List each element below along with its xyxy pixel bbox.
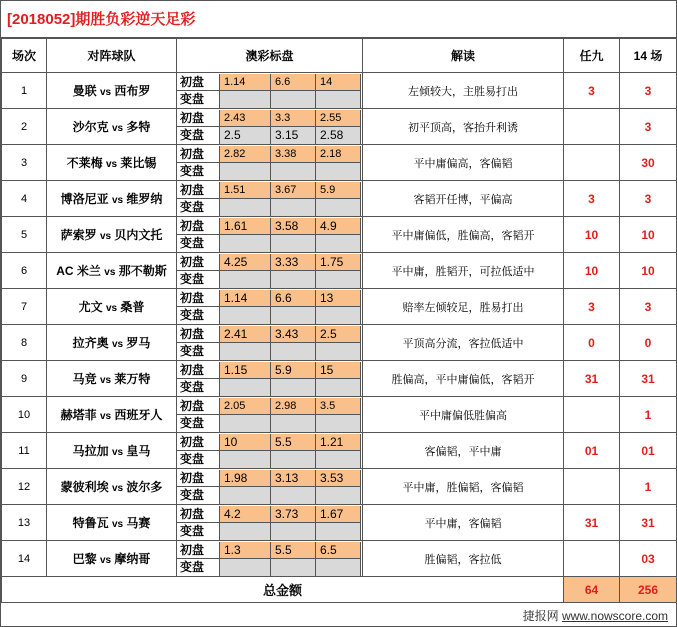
change-odds-2: [316, 271, 361, 288]
home-team: 巴黎: [72, 552, 97, 566]
match-teams: [47, 541, 177, 577]
page-title: [2018052]期胜负彩逆天足彩: [1, 1, 676, 38]
away-team: 皇马: [126, 444, 151, 458]
match-idx: 11: [2, 433, 47, 469]
change-odds-1: [271, 307, 316, 324]
change-odds-1: [271, 523, 316, 540]
vs-label: vs: [99, 555, 112, 566]
pick-r14: 31: [620, 361, 677, 397]
change-odds-0: [220, 343, 271, 360]
home-team: 蒙彼利埃: [60, 480, 109, 494]
match-teams: [47, 505, 177, 541]
home-team: AC 米兰: [56, 264, 101, 278]
init-label: 初盘: [177, 74, 220, 91]
match-row: [2, 325, 677, 361]
vs-label: vs: [111, 339, 124, 350]
match-table: [1, 38, 677, 603]
pick-r9: 01: [564, 433, 620, 469]
match-teams: [47, 145, 177, 181]
odds-cell: [177, 469, 363, 505]
change-label: 变盘: [177, 523, 220, 540]
change-odds-0: [220, 415, 271, 432]
total-r14: 256: [620, 577, 677, 603]
odds-cell: [177, 541, 363, 577]
match-comment: 左倾较大，主胜易打出: [363, 73, 564, 109]
pick-r9: 31: [564, 361, 620, 397]
init-odds-0: 1.51: [220, 182, 271, 199]
pick-r9: [564, 469, 620, 505]
change-label: 变盘: [177, 91, 220, 108]
vs-label: vs: [105, 159, 118, 170]
change-odds-1: [271, 235, 316, 252]
match-body: [2, 73, 677, 577]
match-comment: 胜偏高，平中庸偏低，客韬开: [363, 361, 564, 397]
init-odds-2: 15: [316, 362, 361, 379]
match-idx: 9: [2, 361, 47, 397]
change-odds-1: [271, 487, 316, 504]
match-row: [2, 181, 677, 217]
init-odds-0: 2.82: [220, 146, 271, 163]
pick-r14: 10: [620, 217, 677, 253]
odds-cell: [177, 361, 363, 397]
change-odds-1: [271, 379, 316, 396]
match-teams: [47, 181, 177, 217]
init-odds-2: 4.9: [316, 218, 361, 235]
change-odds-1: [271, 91, 316, 108]
init-label: 初盘: [177, 326, 220, 343]
match-idx: 8: [2, 325, 47, 361]
header-comment: 解读: [363, 39, 564, 73]
change-label: 变盘: [177, 127, 220, 144]
match-teams: [47, 253, 177, 289]
init-odds-1: 3.58: [271, 218, 316, 235]
change-odds-0: [220, 91, 271, 108]
change-odds-2: [316, 199, 361, 216]
change-odds-2: [316, 235, 361, 252]
vs-label: vs: [104, 267, 116, 278]
change-odds-0: [220, 271, 271, 288]
change-odds-0: [220, 559, 271, 576]
home-team: 尤文: [78, 300, 103, 314]
match-idx: 2: [2, 109, 47, 145]
vs-label: vs: [111, 195, 124, 206]
change-label: 变盘: [177, 271, 220, 288]
change-label: 变盘: [177, 307, 220, 324]
pick-r14: 31: [620, 505, 677, 541]
change-odds-2: [316, 307, 361, 324]
change-label: 变盘: [177, 379, 220, 396]
init-odds-0: 1.14: [220, 74, 271, 91]
change-odds-0: [220, 307, 271, 324]
change-odds-2: [316, 163, 361, 180]
init-odds-1: 6.6: [271, 74, 316, 91]
change-odds-1: 3.15: [271, 127, 316, 144]
header-teams: 对阵球队: [47, 39, 177, 73]
pick-r9: 10: [564, 217, 620, 253]
change-odds-0: [220, 235, 271, 252]
pick-r9: 3: [564, 289, 620, 325]
init-odds-0: 1.14: [220, 290, 271, 307]
match-comment: 平中庸，胜韬开，可拉低适中: [363, 253, 564, 289]
match-row: [2, 145, 677, 181]
pick-r14: 0: [620, 325, 677, 361]
odds-cell: [177, 73, 363, 109]
away-team: 波尔多: [126, 480, 163, 494]
change-odds-2: [316, 451, 361, 468]
pick-r9: 0: [564, 325, 620, 361]
init-odds-0: 1.98: [220, 470, 271, 487]
change-odds-1: [271, 163, 316, 180]
away-team: 桑普: [120, 300, 145, 314]
home-team: 马拉加: [72, 444, 109, 458]
match-comment: 平顶高分流，客拉低适中: [363, 325, 564, 361]
init-odds-1: 3.43: [271, 326, 316, 343]
change-label: 变盘: [177, 163, 220, 180]
init-odds-0: 2.05: [220, 398, 271, 415]
pick-r14: 01: [620, 433, 677, 469]
vs-label: vs: [111, 123, 124, 134]
match-teams: [47, 109, 177, 145]
init-label: 初盘: [177, 542, 220, 559]
pick-r14: 3: [620, 73, 677, 109]
match-row: [2, 109, 677, 145]
pick-r9: 31: [564, 505, 620, 541]
home-team: 沙尔克: [72, 120, 109, 134]
change-odds-2: [316, 559, 361, 576]
change-odds-0: [220, 163, 271, 180]
change-label: 变盘: [177, 235, 220, 252]
match-idx: 7: [2, 289, 47, 325]
change-label: 变盘: [177, 199, 220, 216]
change-odds-2: [316, 487, 361, 504]
match-comment: 平中庸偏低胜偏高: [363, 397, 564, 433]
pick-r9: [564, 541, 620, 577]
match-idx: 10: [2, 397, 47, 433]
change-odds-1: [271, 343, 316, 360]
init-odds-2: 5.9: [316, 182, 361, 199]
odds-cell: [177, 253, 363, 289]
init-odds-1: 3.73: [271, 506, 316, 523]
init-odds-2: 2.18: [316, 146, 361, 163]
init-odds-0: 1.3: [220, 542, 271, 559]
match-idx: 14: [2, 541, 47, 577]
away-team: 西班牙人: [114, 408, 163, 422]
init-odds-1: 3.3: [271, 110, 316, 127]
init-odds-0: 2.41: [220, 326, 271, 343]
init-odds-2: 2.5: [316, 326, 361, 343]
odds-cell: [177, 145, 363, 181]
vs-label: vs: [111, 447, 124, 458]
match-row: [2, 217, 677, 253]
vs-label: vs: [99, 411, 112, 422]
vs-label: vs: [99, 375, 112, 386]
pick-r14: 3: [620, 181, 677, 217]
change-odds-1: [271, 559, 316, 576]
change-odds-1: [271, 451, 316, 468]
footer-prefix: 捷报网: [522, 609, 559, 623]
change-label: 变盘: [177, 343, 220, 360]
match-teams: [47, 73, 177, 109]
match-teams: [47, 361, 177, 397]
home-team: 曼联: [72, 84, 97, 98]
header-r9: 任九: [564, 39, 620, 73]
home-team: 不莱梅: [66, 156, 103, 170]
match-row: [2, 289, 677, 325]
away-team: 莱比锡: [120, 156, 157, 170]
pick-r14: 03: [620, 541, 677, 577]
change-odds-0: [220, 199, 271, 216]
init-label: 初盘: [177, 254, 220, 271]
match-comment: 平中庸偏低，胜偏高，客韬开: [363, 217, 564, 253]
init-odds-2: 1.67: [316, 506, 361, 523]
init-odds-2: 1.75: [316, 254, 361, 271]
vs-label: vs: [111, 519, 124, 530]
change-odds-2: 2.58: [316, 127, 361, 144]
away-team: 贝内文托: [114, 228, 163, 242]
init-odds-0: 1.15: [220, 362, 271, 379]
match-idx: 1: [2, 73, 47, 109]
change-odds-2: [316, 415, 361, 432]
change-odds-2: [316, 91, 361, 108]
init-label: 初盘: [177, 398, 220, 415]
change-odds-1: [271, 199, 316, 216]
match-teams: [47, 469, 177, 505]
init-label: 初盘: [177, 506, 220, 523]
init-odds-1: 6.6: [271, 290, 316, 307]
match-row: [2, 361, 677, 397]
header-r14: 14 场: [620, 39, 677, 73]
init-label: 初盘: [177, 182, 220, 199]
odds-cell: [177, 109, 363, 145]
away-team: 那不勒斯: [118, 264, 167, 278]
init-odds-1: 3.67: [271, 182, 316, 199]
init-odds-1: 5.5: [271, 542, 316, 559]
match-row: [2, 469, 677, 505]
pick-r9: [564, 397, 620, 433]
init-odds-1: 5.9: [271, 362, 316, 379]
match-comment: 客偏韬，平中庸: [363, 433, 564, 469]
match-row: [2, 397, 677, 433]
init-odds-1: 3.38: [271, 146, 316, 163]
match-comment: 赔率左倾较足，胜易打出: [363, 289, 564, 325]
match-teams: [47, 289, 177, 325]
odds-cell: [177, 397, 363, 433]
odds-cell: [177, 325, 363, 361]
init-odds-2: 3.5: [316, 398, 361, 415]
init-odds-0: 2.43: [220, 110, 271, 127]
pick-r14: 1: [620, 469, 677, 505]
home-team: 拉齐奥: [72, 336, 109, 350]
change-label: 变盘: [177, 487, 220, 504]
init-label: 初盘: [177, 110, 220, 127]
change-odds-1: [271, 415, 316, 432]
init-odds-2: 1.21: [316, 434, 361, 451]
init-odds-0: 4.25: [220, 254, 271, 271]
header-row: [2, 39, 677, 73]
change-odds-0: 2.5: [220, 127, 271, 144]
away-team: 罗马: [126, 336, 151, 350]
home-team: 马竞: [72, 372, 97, 386]
match-teams: [47, 217, 177, 253]
change-odds-2: [316, 523, 361, 540]
away-team: 摩纳哥: [114, 552, 151, 566]
odds-cell: [177, 289, 363, 325]
change-odds-2: [316, 343, 361, 360]
init-odds-0: 4.2: [220, 506, 271, 523]
init-label: 初盘: [177, 290, 220, 307]
init-label: 初盘: [177, 362, 220, 379]
init-label: 初盘: [177, 146, 220, 163]
init-label: 初盘: [177, 218, 220, 235]
pick-r14: 30: [620, 145, 677, 181]
init-odds-2: 13: [316, 290, 361, 307]
footer-url[interactable]: www.nowscore.com: [561, 609, 668, 623]
away-team: 西布罗: [114, 84, 151, 98]
change-odds-2: [316, 379, 361, 396]
init-odds-0: 10: [220, 434, 271, 451]
init-label: 初盘: [177, 434, 220, 451]
init-odds-2: 2.55: [316, 110, 361, 127]
change-odds-0: [220, 487, 271, 504]
match-idx: 3: [2, 145, 47, 181]
match-comment: 胜偏韬，客拉低: [363, 541, 564, 577]
match-comment: 客韬开任博，平偏高: [363, 181, 564, 217]
home-team: 赫塔菲: [60, 408, 97, 422]
pick-r9: 3: [564, 73, 620, 109]
away-team: 马赛: [126, 516, 151, 530]
change-label: 变盘: [177, 559, 220, 576]
match-idx: 4: [2, 181, 47, 217]
match-comment: 初平顶高，客抬升利诱: [363, 109, 564, 145]
change-odds-1: [271, 271, 316, 288]
footer-credit: [523, 607, 668, 624]
match-idx: 6: [2, 253, 47, 289]
total-r9: 64: [564, 577, 620, 603]
init-odds-1: 3.33: [271, 254, 316, 271]
match-comment: 平中庸，客偏韬: [363, 505, 564, 541]
odds-cell: [177, 181, 363, 217]
odds-cell: [177, 217, 363, 253]
total-label: 总金额: [2, 577, 564, 603]
total-row: [2, 577, 677, 603]
pick-r9: [564, 109, 620, 145]
match-teams: [47, 325, 177, 361]
match-idx: 5: [2, 217, 47, 253]
change-label: 变盘: [177, 415, 220, 432]
change-odds-0: [220, 451, 271, 468]
header-idx: 场次: [2, 39, 47, 73]
match-teams: [47, 397, 177, 433]
match-row: [2, 73, 677, 109]
home-team: 特鲁瓦: [72, 516, 109, 530]
match-row: [2, 541, 677, 577]
match-comment: 平中庸偏高，客偏韬: [363, 145, 564, 181]
init-odds-1: 2.98: [271, 398, 316, 415]
pick-r14: 1: [620, 397, 677, 433]
match-row: [2, 253, 677, 289]
match-idx: 13: [2, 505, 47, 541]
init-odds-2: 3.53: [316, 470, 361, 487]
init-odds-1: 3.13: [271, 470, 316, 487]
match-row: [2, 433, 677, 469]
vs-label: vs: [99, 87, 112, 98]
match-comment: 平中庸，胜偏韬，客偏韬: [363, 469, 564, 505]
pick-r9: 3: [564, 181, 620, 217]
away-team: 维罗纳: [126, 192, 163, 206]
init-odds-0: 1.61: [220, 218, 271, 235]
away-team: 莱万特: [114, 372, 151, 386]
match-teams: [47, 433, 177, 469]
change-odds-0: [220, 523, 271, 540]
home-team: 博洛尼亚: [60, 192, 109, 206]
pick-r14: 3: [620, 289, 677, 325]
vs-label: vs: [99, 231, 112, 242]
init-odds-2: 14: [316, 74, 361, 91]
change-label: 变盘: [177, 451, 220, 468]
header-odds: 澳彩标盘: [177, 39, 363, 73]
home-team: 萨索罗: [60, 228, 97, 242]
vs-label: vs: [111, 483, 124, 494]
odds-cell: [177, 505, 363, 541]
init-odds-2: 6.5: [316, 542, 361, 559]
init-label: 初盘: [177, 470, 220, 487]
pick-r9: [564, 145, 620, 181]
pick-r14: 10: [620, 253, 677, 289]
match-row: [2, 505, 677, 541]
pick-r9: 10: [564, 253, 620, 289]
odds-cell: [177, 433, 363, 469]
vs-label: vs: [105, 303, 118, 314]
away-team: 多特: [126, 120, 151, 134]
change-odds-0: [220, 379, 271, 396]
match-idx: 12: [2, 469, 47, 505]
pick-r14: 3: [620, 109, 677, 145]
init-odds-1: 5.5: [271, 434, 316, 451]
